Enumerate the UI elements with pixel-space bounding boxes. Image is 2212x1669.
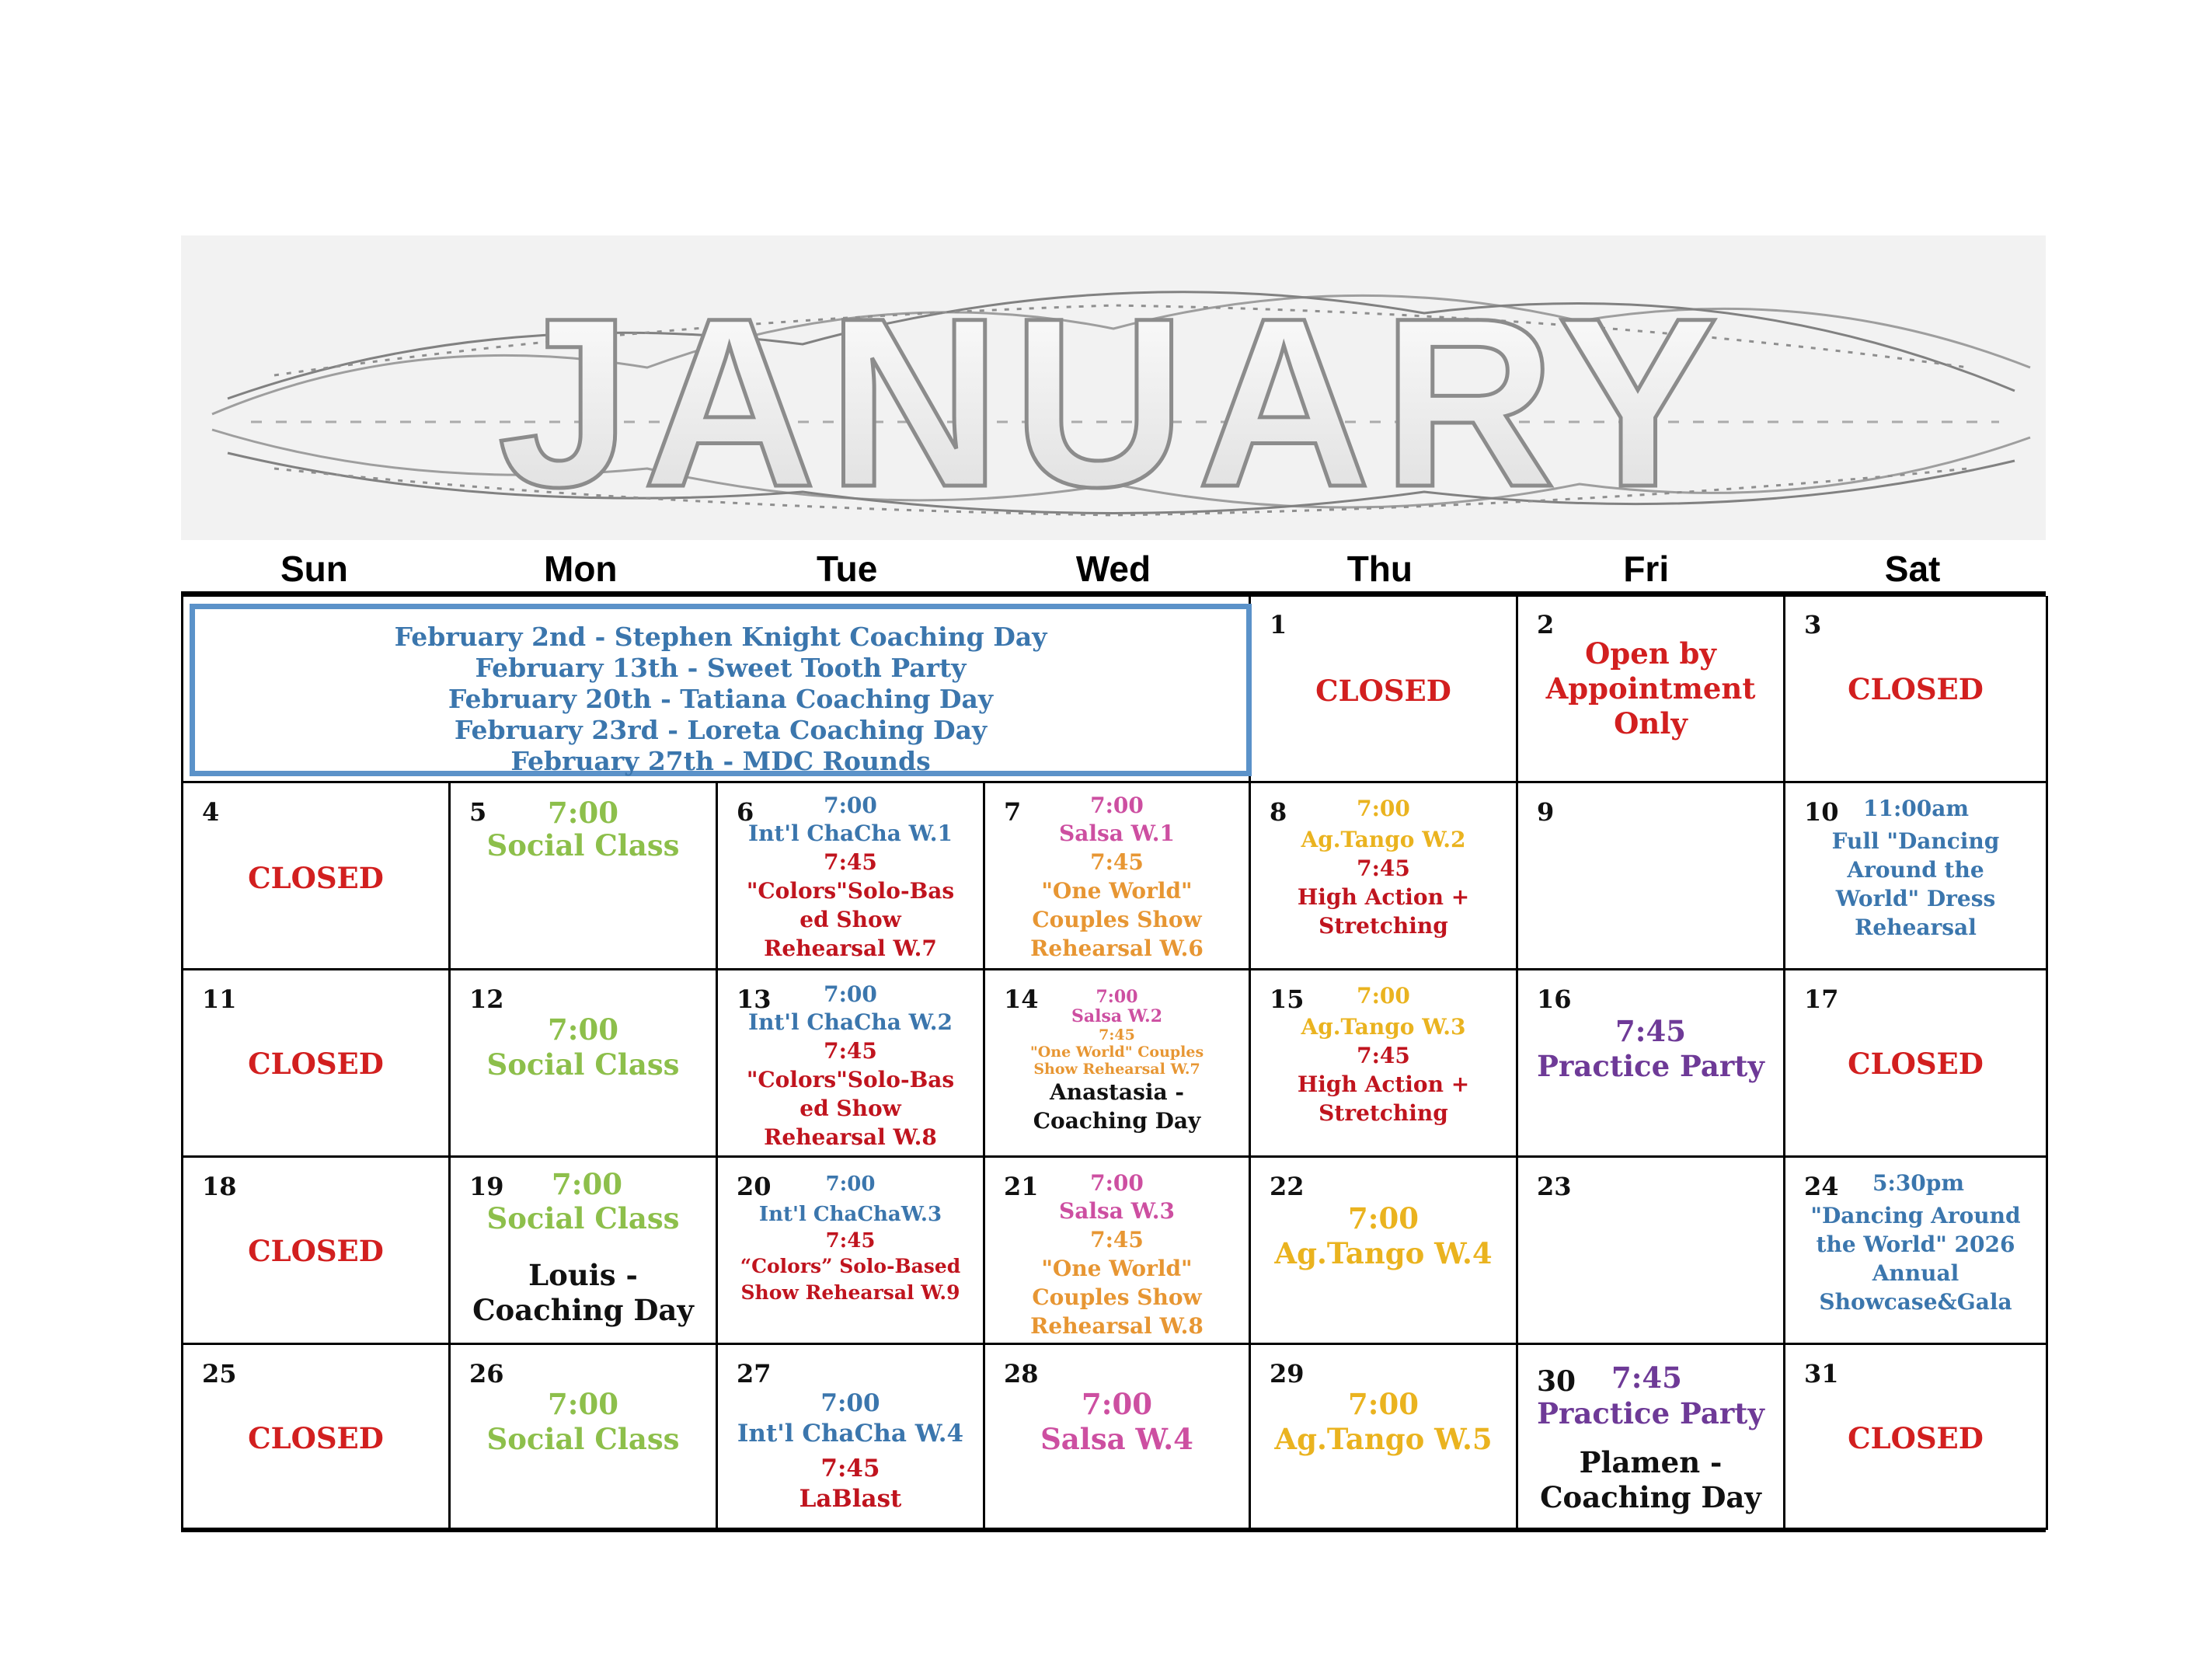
day-number: 6 <box>737 797 754 827</box>
day-number: 16 <box>1537 984 1572 1014</box>
event-line: Ag.Tango W.3 <box>1301 1014 1466 1040</box>
event-line: Salsa W.1 <box>1059 821 1175 846</box>
event-line: Stretching <box>1318 1100 1448 1126</box>
event-line: the World" 2026 <box>1816 1232 2015 1257</box>
event-line: “Colors” Solo-Based <box>740 1255 961 1277</box>
day-cell-11[interactable] <box>183 970 451 1158</box>
day-cell-22[interactable] <box>1251 1158 1518 1345</box>
day-number: 5 <box>469 797 487 827</box>
day-number: 21 <box>1004 1172 1039 1201</box>
event-time: 7:00 <box>548 1012 618 1047</box>
event-line: Rehearsal W.8 <box>1030 1313 1204 1339</box>
weekday-wed: Wed <box>1075 549 1151 589</box>
day-number: 27 <box>737 1359 772 1389</box>
day-cell-17[interactable] <box>1785 970 2048 1158</box>
day-number: 26 <box>469 1359 504 1389</box>
event-time: 7:45 <box>1099 1026 1135 1044</box>
day-cell-21[interactable] <box>985 1158 1251 1345</box>
event-line: Rehearsal W.6 <box>1030 936 1204 961</box>
event-line: Couples Show <box>1032 1284 1202 1310</box>
event-line: Int'l ChaChaW.3 <box>758 1203 942 1226</box>
event-line: Anastasia - <box>1050 1079 1184 1105</box>
day-cell-9[interactable] <box>1518 783 1785 970</box>
day-number: 10 <box>1804 797 1839 827</box>
day-cell-5[interactable] <box>451 783 718 970</box>
event-time: 5:30pm <box>1872 1170 1964 1196</box>
event-line: Showcase&Gala <box>1819 1289 2012 1315</box>
event-line: Social Class <box>486 828 680 862</box>
day-number: 12 <box>469 984 504 1014</box>
event-line: Int'l ChaCha W.4 <box>737 1420 964 1448</box>
event-line: "One World" Couples <box>1029 1044 1204 1061</box>
day-cell-23[interactable] <box>1518 1158 1785 1345</box>
day-number: 3 <box>1804 610 1822 639</box>
closed-label: CLOSED <box>248 1047 384 1081</box>
event-time: 7:00 <box>548 796 618 830</box>
event-line: Int'l ChaCha W.1 <box>748 821 953 846</box>
event-time: 7:00 <box>548 1387 618 1421</box>
event-time: 7:45 <box>820 1455 880 1483</box>
day-number: 20 <box>737 1172 772 1201</box>
day-number: 14 <box>1004 984 1039 1014</box>
closed-label: CLOSED <box>248 861 384 895</box>
day-cell-12[interactable] <box>451 970 718 1158</box>
event-line: Rehearsal W.8 <box>764 1124 937 1150</box>
event-line: World" Dress <box>1835 886 1996 911</box>
event-line: Salsa W.3 <box>1059 1198 1175 1224</box>
day-number: 23 <box>1537 1172 1572 1201</box>
event-time: 7:00 <box>824 793 877 818</box>
event-line: Coaching Day <box>1540 1480 1761 1514</box>
event-line: Plamen - <box>1579 1445 1723 1479</box>
event-line: Social Class <box>486 1047 680 1082</box>
day-number: 9 <box>1537 797 1555 827</box>
day-cell-16[interactable] <box>1518 970 1785 1158</box>
day-cell-29[interactable] <box>1251 1345 1518 1530</box>
day-number: 29 <box>1270 1359 1305 1389</box>
event-line: Only <box>1614 706 1688 740</box>
event-line: Annual <box>1872 1260 1959 1286</box>
day-number: 31 <box>1804 1359 1839 1389</box>
january-banner <box>181 235 2046 540</box>
day-number: 24 <box>1804 1172 1839 1201</box>
event-line: Show Rehearsal W.7 <box>1033 1061 1200 1078</box>
day-cell-19[interactable] <box>451 1158 718 1345</box>
announcement-box <box>190 604 1252 776</box>
day-number: 2 <box>1537 610 1555 639</box>
event-line: "One World" <box>1041 1256 1193 1281</box>
day-cell-30[interactable] <box>1518 1345 1785 1530</box>
closed-label: CLOSED <box>1315 674 1451 708</box>
event-line: 7:45 <box>1357 855 1410 881</box>
day-number: 4 <box>202 797 220 827</box>
event-line: Show Rehearsal W.9 <box>740 1281 960 1304</box>
closed-label: CLOSED <box>248 1421 384 1455</box>
event-line: Salsa W.2 <box>1071 1006 1163 1026</box>
event-line: Int'l ChaCha W.2 <box>748 1009 953 1035</box>
day-cell-20[interactable] <box>718 1158 985 1345</box>
day-number: 1 <box>1270 610 1287 639</box>
day-number: 18 <box>202 1172 237 1201</box>
day-cell-4[interactable] <box>183 783 451 970</box>
event-line: ed Show <box>799 1096 901 1121</box>
event-line: LaBlast <box>799 1485 902 1513</box>
event-line: Coaching Day <box>1033 1108 1201 1134</box>
closed-label: CLOSED <box>1848 672 1984 706</box>
event-time: 7:00 <box>824 981 877 1007</box>
event-line: High Action + <box>1297 884 1470 910</box>
weekday-sun: Sun <box>280 549 348 589</box>
weekday-thu: Thu <box>1346 549 1413 589</box>
event-line: 7:45 <box>824 849 877 875</box>
event-line: ed Show <box>799 907 901 932</box>
event-line: 7:45 <box>1090 849 1144 875</box>
event-line: Salsa W.4 <box>1040 1422 1193 1456</box>
event-line: "One World" <box>1041 878 1193 904</box>
announcement-cell <box>183 596 1251 783</box>
event-line: Ag.Tango W.5 <box>1274 1422 1493 1456</box>
announcement-item: February 23rd - Loreta Coaching Day <box>454 715 988 745</box>
event-line: Ag.Tango W.4 <box>1274 1236 1493 1270</box>
day-cell-24[interactable] <box>1785 1158 2048 1345</box>
event-line: Rehearsal <box>1855 915 1977 940</box>
announcement-item: February 2nd - Stephen Knight Coaching Day <box>394 622 1047 652</box>
event-line: Coaching Day <box>472 1293 694 1327</box>
event-line: Appointment <box>1545 671 1756 706</box>
day-cell-18[interactable] <box>183 1158 451 1345</box>
day-cell-8[interactable] <box>1251 783 1518 970</box>
closed-label: CLOSED <box>248 1234 384 1268</box>
event-line: Stretching <box>1318 913 1448 939</box>
event-line: "Colors"Solo-Bas <box>746 878 955 904</box>
event-line: Rehearsal W.7 <box>764 936 937 961</box>
banner-illustration <box>181 235 2046 540</box>
event-line: Social Class <box>486 1201 680 1235</box>
day-number: 7 <box>1004 797 1022 827</box>
event-line: Around the <box>1847 857 1984 883</box>
event-time: 11:00am <box>1863 796 1970 821</box>
event-time: 7:45 <box>1090 1227 1144 1253</box>
calendar-grid <box>181 596 2046 1532</box>
event-time: 7:00 <box>1090 793 1144 818</box>
day-number: 25 <box>202 1359 237 1389</box>
event-time: 7:00 <box>1357 796 1410 821</box>
closed-label: CLOSED <box>1848 1421 1984 1455</box>
event-line: Ag.Tango W.2 <box>1301 827 1466 852</box>
event-line: Couples Show <box>1032 907 1202 932</box>
day-cell-31[interactable] <box>1785 1345 2048 1530</box>
day-number: 22 <box>1270 1172 1305 1201</box>
day-cell-28[interactable] <box>985 1345 1251 1530</box>
day-number: 30 <box>1537 1365 1576 1398</box>
announcement-item: February 20th - Tatiana Coaching Day <box>448 684 994 714</box>
event-time: 7:45 <box>1611 1361 1682 1395</box>
event-time: 7:45 <box>825 1229 876 1253</box>
day-cell-25[interactable] <box>183 1345 451 1530</box>
event-time: 7:45 <box>1615 1014 1686 1048</box>
event-line: "Colors"Solo-Bas <box>746 1067 955 1092</box>
event-line: Practice Party <box>1537 1396 1764 1430</box>
event-time: 7:00 <box>552 1167 622 1201</box>
weekday-fri: Fri <box>1623 549 1670 589</box>
event-time: 7:00 <box>825 1172 876 1196</box>
event-line: 7:45 <box>1357 1043 1410 1068</box>
day-cell-7[interactable] <box>985 783 1251 970</box>
announcement-item: February 13th - Sweet Tooth Party <box>475 653 967 683</box>
event-line: Full "Dancing <box>1831 828 2000 854</box>
banner-title: JANUARY <box>497 267 1730 537</box>
event-line: High Action + <box>1297 1071 1470 1097</box>
event-time: 7:00 <box>820 1389 880 1417</box>
day-cell-2[interactable] <box>1518 596 1785 783</box>
weekday-header <box>181 544 2046 594</box>
event-line: Social Class <box>486 1422 680 1456</box>
day-number: 17 <box>1804 984 1839 1014</box>
announcement-item: February 27th - MDC Rounds <box>510 746 931 776</box>
day-number: 15 <box>1270 984 1305 1014</box>
day-cell-15[interactable] <box>1251 970 1518 1158</box>
day-cell-26[interactable] <box>451 1345 718 1530</box>
event-time: 7:00 <box>1082 1387 1152 1421</box>
event-line: Practice Party <box>1537 1049 1764 1083</box>
event-time: 7:00 <box>1090 1170 1144 1196</box>
day-number: 8 <box>1270 797 1287 827</box>
day-cell-13[interactable] <box>718 970 985 1158</box>
weekday-sat: Sat <box>1884 549 1941 589</box>
day-cell-6[interactable] <box>718 783 985 970</box>
day-cell-3[interactable] <box>1785 596 2048 783</box>
event-line: Open by <box>1585 636 1716 671</box>
closed-label: CLOSED <box>1848 1047 1984 1081</box>
event-time: 7:00 <box>1348 1387 1419 1421</box>
event-line: Louis - <box>528 1258 638 1292</box>
weekday-mon: Mon <box>544 549 618 589</box>
event-line: 7:45 <box>824 1038 877 1064</box>
event-time: 7:00 <box>1096 987 1138 1007</box>
day-cell-14[interactable] <box>985 970 1251 1158</box>
day-cell-1[interactable] <box>1251 596 1518 783</box>
day-cell-10[interactable] <box>1785 783 2048 970</box>
day-cell-27[interactable] <box>718 1345 985 1530</box>
weekday-tue: Tue <box>816 549 878 589</box>
day-number: 28 <box>1004 1359 1039 1389</box>
day-number: 13 <box>737 984 772 1014</box>
event-time: 7:00 <box>1348 1201 1419 1235</box>
day-number: 11 <box>202 984 237 1014</box>
event-line: "Dancing Around <box>1810 1203 2021 1228</box>
day-number: 19 <box>469 1172 504 1201</box>
event-time: 7:00 <box>1357 983 1410 1009</box>
